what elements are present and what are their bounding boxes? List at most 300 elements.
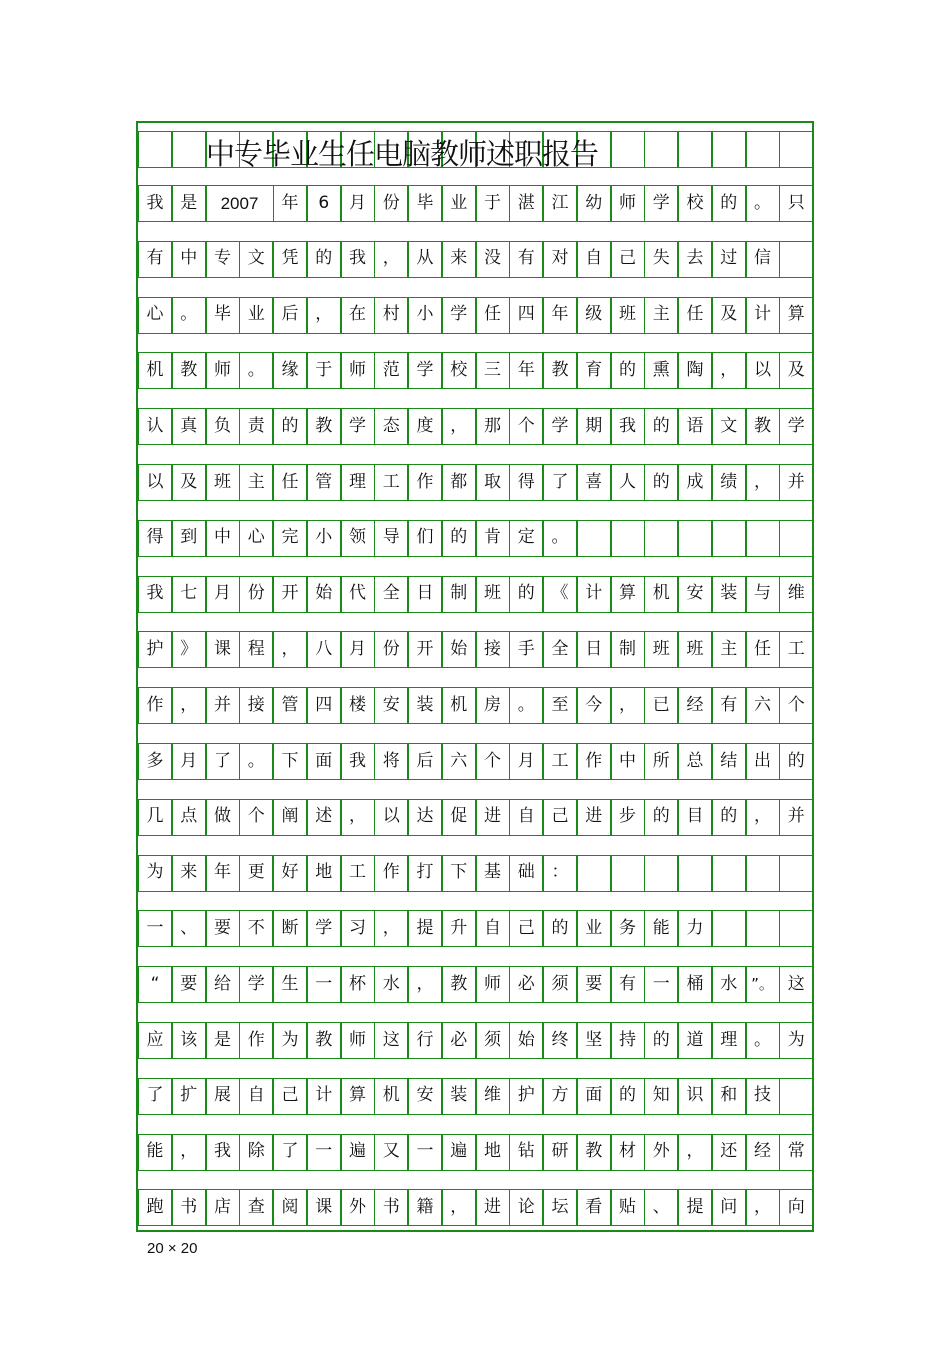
grid-cell: 及	[779, 352, 813, 388]
grid-cell: 了	[206, 743, 240, 779]
grid-cell	[644, 520, 678, 556]
grid-cell: 店	[206, 1189, 240, 1225]
text-row	[138, 743, 812, 779]
grid-cell: 班	[644, 631, 678, 667]
grid-line	[138, 1058, 812, 1059]
grid-cell: 责	[239, 408, 273, 444]
grid-cell: 须	[543, 966, 577, 1002]
grid-cell: 以	[138, 464, 172, 500]
grid-cell: 进	[476, 799, 510, 835]
grid-cell: 已	[644, 687, 678, 723]
grid-cell: 机	[644, 576, 678, 612]
grid-cell: 提	[678, 1189, 712, 1225]
grid-cell: 成	[678, 464, 712, 500]
grid-cell: 对	[543, 241, 577, 277]
grid-cell: 那	[476, 408, 510, 444]
text-row	[138, 687, 812, 723]
grid-cell: 我	[138, 185, 172, 221]
grid-cell: 打	[408, 855, 442, 891]
grid-cell	[644, 131, 678, 167]
grid-cell	[712, 131, 746, 167]
grid-cell: 及	[712, 297, 746, 333]
grid-cell: ”。	[746, 966, 780, 1002]
grid-cell: 又	[374, 1134, 408, 1170]
grid-cell: 己	[273, 1078, 307, 1114]
grid-cell: 安	[678, 576, 712, 612]
grid-cell: 年	[206, 855, 240, 891]
grid-cell: 真	[172, 408, 206, 444]
grid-cell: 的	[509, 576, 543, 612]
grid-cell: 计	[577, 576, 611, 612]
grid-cell: 还	[712, 1134, 746, 1170]
grid-cell	[644, 855, 678, 891]
grid-cell: 护	[509, 1078, 543, 1114]
grid-cell: 管	[307, 464, 341, 500]
grid-cell: 向	[779, 1189, 813, 1225]
grid-cell: 将	[374, 743, 408, 779]
grid-cell: 月	[341, 631, 375, 667]
grid-cell: 了	[543, 464, 577, 500]
grid-cell: 的	[611, 352, 645, 388]
grid-cell: 。	[239, 743, 273, 779]
grid-cell	[678, 855, 712, 891]
grid-cell: 任	[476, 297, 510, 333]
grid-cell: 的	[273, 408, 307, 444]
grid-cell: 范	[374, 352, 408, 388]
grid-cell: 个	[779, 687, 813, 723]
text-row	[138, 297, 812, 333]
grid-cell: 于	[307, 352, 341, 388]
grid-cell: 学	[307, 910, 341, 946]
text-row	[138, 855, 812, 891]
grid-line	[138, 167, 812, 168]
grid-cell: 学	[239, 966, 273, 1002]
grid-cell	[678, 131, 712, 167]
grid-cell: 年	[543, 297, 577, 333]
grid-cell: 总	[678, 743, 712, 779]
grid-cell: ，	[408, 966, 442, 1002]
grid-cell: 年	[509, 352, 543, 388]
grid-cell: 。	[239, 352, 273, 388]
grid-line	[138, 779, 812, 780]
grid-cell: 护	[138, 631, 172, 667]
grid-cell: 、	[644, 1189, 678, 1225]
grid-cell	[678, 520, 712, 556]
grid-cell: 看	[577, 1189, 611, 1225]
grid-cell: “	[138, 966, 172, 1002]
grid-cell: 有	[509, 241, 543, 277]
grid-cell	[712, 520, 746, 556]
grid-cell: 。	[746, 185, 780, 221]
grid-cell: 作	[577, 743, 611, 779]
grid-cell: 班	[678, 631, 712, 667]
grid-cell: 进	[577, 799, 611, 835]
grid-cell: 阐	[273, 799, 307, 835]
grid-cell: 础	[509, 855, 543, 891]
grid-line	[138, 500, 812, 501]
text-row	[138, 1134, 812, 1170]
grid-cell: 能	[138, 1134, 172, 1170]
grid-cell: 终	[543, 1022, 577, 1058]
text-row	[138, 966, 812, 1002]
grid-cell: 学	[341, 408, 375, 444]
grid-cell: 份	[374, 185, 408, 221]
grid-cell: 任	[273, 464, 307, 500]
grid-cell: 下	[442, 855, 476, 891]
text-row	[138, 799, 812, 835]
text-row	[138, 1189, 812, 1225]
text-row	[138, 1078, 812, 1114]
grid-cell: 房	[476, 687, 510, 723]
grid-cell: 。	[543, 520, 577, 556]
grid-cell: 》	[172, 631, 206, 667]
grid-cell: 教	[307, 1022, 341, 1058]
grid-cell: 有	[611, 966, 645, 1002]
grid-size-label: 20 × 20	[147, 1240, 198, 1257]
grid-cell: 课	[307, 1189, 341, 1225]
grid-cell: 主	[239, 464, 273, 500]
grid-cell	[611, 131, 645, 167]
grid-cell: 计	[307, 1078, 341, 1114]
grid-cell: 常	[779, 1134, 813, 1170]
grid-cell: 必	[442, 1022, 476, 1058]
grid-cell: 的	[644, 464, 678, 500]
grid-line	[138, 277, 812, 278]
grid-cell: 须	[476, 1022, 510, 1058]
grid-cell: 一	[307, 966, 341, 1002]
grid-line	[138, 444, 812, 445]
grid-cell: 自	[476, 910, 510, 946]
grid-cell: 业	[442, 185, 476, 221]
grid-cell: 来	[442, 241, 476, 277]
grid-cell: 力	[678, 910, 712, 946]
grid-cell: ，	[442, 408, 476, 444]
grid-cell: 只	[779, 185, 813, 221]
grid-cell: 学	[779, 408, 813, 444]
grid-cell: 班	[206, 464, 240, 500]
grid-cell: 学	[644, 185, 678, 221]
grid-cell: 学	[408, 352, 442, 388]
grid-cell: 绩	[712, 464, 746, 500]
grid-cell: 进	[476, 1189, 510, 1225]
grid-cell: 教	[543, 352, 577, 388]
grid-cell: 月	[341, 185, 375, 221]
grid-cell: 经	[746, 1134, 780, 1170]
grid-cell: 始	[442, 631, 476, 667]
grid-cell	[779, 131, 813, 167]
grid-cell: 面	[577, 1078, 611, 1114]
grid-cell: 论	[509, 1189, 543, 1225]
grid-cell: 自	[577, 241, 611, 277]
grid-cell: 楼	[341, 687, 375, 723]
grid-cell: 小	[307, 520, 341, 556]
text-row	[138, 576, 812, 612]
grid-cell: 机	[138, 352, 172, 388]
grid-cell: 要	[206, 910, 240, 946]
grid-cell: 杯	[341, 966, 375, 1002]
grid-cell	[779, 1078, 813, 1114]
grid-cell: ，	[341, 799, 375, 835]
grid-cell: 的	[712, 799, 746, 835]
grid-cell: 装	[442, 1078, 476, 1114]
grid-cell: 七	[172, 576, 206, 612]
grid-line	[138, 835, 812, 836]
grid-cell: 自	[239, 1078, 273, 1114]
grid-cell: 份	[239, 576, 273, 612]
grid-cell: 全	[374, 576, 408, 612]
grid-cell: 个	[476, 743, 510, 779]
grid-cell: 作	[239, 1022, 273, 1058]
grid-cell: 装	[712, 576, 746, 612]
grid-cell: 己	[543, 799, 577, 835]
text-row	[138, 910, 812, 946]
grid-cell: 始	[509, 1022, 543, 1058]
grid-cell: 日	[408, 576, 442, 612]
grid-cell: 我	[611, 408, 645, 444]
grid-cell: 经	[678, 687, 712, 723]
grid-cell: 态	[374, 408, 408, 444]
grid-cell: 材	[611, 1134, 645, 1170]
grid-cell: 四	[307, 687, 341, 723]
grid-cell: 计	[746, 297, 780, 333]
grid-cell: 的	[779, 743, 813, 779]
grid-cell: 扩	[172, 1078, 206, 1114]
grid-cell: 开	[273, 576, 307, 612]
grid-cell: 师	[611, 185, 645, 221]
grid-cell: 任	[678, 297, 712, 333]
grid-cell	[611, 520, 645, 556]
grid-cell: 做	[206, 799, 240, 835]
grid-cell: 安	[374, 687, 408, 723]
grid-cell: 作	[408, 464, 442, 500]
grid-cell: 三	[476, 352, 510, 388]
grid-cell: 更	[239, 855, 273, 891]
grid-cell: 地	[307, 855, 341, 891]
grid-cell: 结	[712, 743, 746, 779]
grid-cell: 中	[611, 743, 645, 779]
grid-cell: 没	[476, 241, 510, 277]
grid-cell: 师	[476, 966, 510, 1002]
grid-cell: 文	[712, 408, 746, 444]
grid-cell: 一	[408, 1134, 442, 1170]
grid-cell: ，	[273, 631, 307, 667]
grid-cell: 坛	[543, 1189, 577, 1225]
grid-cell: ，	[307, 297, 341, 333]
grid-line	[138, 556, 812, 557]
grid-cell: 心	[138, 297, 172, 333]
grid-cell	[746, 131, 780, 167]
grid-cell: 己	[509, 910, 543, 946]
grid-cell: 学	[442, 297, 476, 333]
grid-cell	[779, 855, 813, 891]
grid-cell: 一	[644, 966, 678, 1002]
text-row	[138, 631, 812, 667]
grid-cell: 工	[543, 743, 577, 779]
grid-line	[138, 723, 812, 724]
grid-cell: 期	[577, 408, 611, 444]
grid-cell: 程	[239, 631, 273, 667]
grid-cell: 六	[442, 743, 476, 779]
grid-cell: 钻	[509, 1134, 543, 1170]
grid-cell: 在	[341, 297, 375, 333]
grid-line	[138, 1225, 812, 1226]
grid-cell: 手	[509, 631, 543, 667]
grid-cell: 业	[239, 297, 273, 333]
grid-cell: 理	[341, 464, 375, 500]
grid-cell: ，	[746, 464, 780, 500]
grid-cell: 的	[307, 241, 341, 277]
grid-cell: 凭	[273, 241, 307, 277]
grid-cell: 算	[341, 1078, 375, 1114]
grid-cell: 得	[138, 520, 172, 556]
grid-cell: 业	[577, 910, 611, 946]
grid-cell: 专	[206, 241, 240, 277]
grid-cell: 一	[138, 910, 172, 946]
grid-cell: 的	[644, 408, 678, 444]
grid-cell: 坚	[577, 1022, 611, 1058]
grid-cell: 制	[611, 631, 645, 667]
grid-cell: 机	[374, 1078, 408, 1114]
grid-cell: 基	[476, 855, 510, 891]
grid-cell: 己	[611, 241, 645, 277]
grid-cell: 份	[374, 631, 408, 667]
grid-cell	[172, 131, 206, 167]
grid-cell: 江	[543, 185, 577, 221]
grid-cell: 维	[779, 576, 813, 612]
grid-cell: 喜	[577, 464, 611, 500]
grid-cell	[611, 855, 645, 891]
grid-cell: 我	[138, 576, 172, 612]
grid-cell: 教	[746, 408, 780, 444]
grid-cell: 文	[239, 241, 273, 277]
grid-cell: 跑	[138, 1189, 172, 1225]
grid-cell: 取	[476, 464, 510, 500]
grid-cell: 六	[746, 687, 780, 723]
grid-cell: 多	[138, 743, 172, 779]
grid-cell: 升	[442, 910, 476, 946]
grid-cell: 教	[172, 352, 206, 388]
grid-line	[138, 891, 812, 892]
grid-cell: 肯	[476, 520, 510, 556]
grid-cell: 以	[374, 799, 408, 835]
grid-cell: 毕	[408, 185, 442, 221]
text-row	[138, 1022, 812, 1058]
grid-cell: 为	[779, 1022, 813, 1058]
grid-cell: 班	[476, 576, 510, 612]
grid-cell: 及	[172, 464, 206, 500]
grid-cell	[746, 910, 780, 946]
grid-cell: 习	[341, 910, 375, 946]
grid-cell: 知	[644, 1078, 678, 1114]
grid-cell: 月	[172, 743, 206, 779]
grid-cell: 毕	[206, 297, 240, 333]
grid-cell: 达	[408, 799, 442, 835]
grid-cell: 来	[172, 855, 206, 891]
grid-cell: 点	[172, 799, 206, 835]
grid-cell: 该	[172, 1022, 206, 1058]
grid-cell: 查	[239, 1189, 273, 1225]
grid-cell: 好	[273, 855, 307, 891]
grid-cell: 籍	[408, 1189, 442, 1225]
grid-cell: 提	[408, 910, 442, 946]
grid-cell: 研	[543, 1134, 577, 1170]
grid-cell: 遍	[341, 1134, 375, 1170]
text-row	[138, 408, 812, 444]
grid-cell: ，	[611, 687, 645, 723]
grid-cell: 四	[509, 297, 543, 333]
grid-cell: 。	[172, 297, 206, 333]
grid-cell: 制	[442, 576, 476, 612]
grid-cell: 接	[239, 687, 273, 723]
grid-cell: 后	[408, 743, 442, 779]
grid-cell: ，	[374, 241, 408, 277]
grid-cell: 们	[408, 520, 442, 556]
grid-line	[138, 131, 812, 132]
grid-cell: 主	[644, 297, 678, 333]
grid-line	[138, 612, 812, 613]
grid-cell: 几	[138, 799, 172, 835]
grid-cell: 书	[374, 1189, 408, 1225]
grid-cell: 技	[746, 1078, 780, 1114]
grid-cell	[746, 855, 780, 891]
grid-line	[138, 946, 812, 947]
grid-line	[138, 1114, 812, 1115]
grid-cell: 促	[442, 799, 476, 835]
grid-cell: 水	[712, 966, 746, 1002]
grid-cell: 维	[476, 1078, 510, 1114]
grid-cell: 级	[577, 297, 611, 333]
grid-cell: 为	[273, 1022, 307, 1058]
grid-cell: ，	[442, 1189, 476, 1225]
grid-cell: 学	[543, 408, 577, 444]
grid-cell: 师	[341, 1022, 375, 1058]
grid-cell: 作	[374, 855, 408, 891]
grid-cell: 的	[442, 520, 476, 556]
text-row	[138, 520, 812, 556]
grid-cell: 个	[239, 799, 273, 835]
grid-cell: 并	[206, 687, 240, 723]
grid-cell: 了	[138, 1078, 172, 1114]
grid-cell: 要	[172, 966, 206, 1002]
grid-cell: 外	[644, 1134, 678, 1170]
grid-cell: 生	[273, 966, 307, 1002]
text-row	[138, 352, 812, 388]
grid-cell: 八	[307, 631, 341, 667]
grid-line	[138, 1002, 812, 1003]
grid-cell: 人	[611, 464, 645, 500]
grid-cell: 于	[476, 185, 510, 221]
grid-cell: 定	[509, 520, 543, 556]
grid-cell: 年	[273, 185, 307, 221]
grid-cell: 。	[746, 1022, 780, 1058]
grid-cell: 和	[712, 1078, 746, 1114]
grid-cell: 的	[543, 910, 577, 946]
grid-cell: 行	[408, 1022, 442, 1058]
grid-cell: 始	[307, 576, 341, 612]
grid-cell: 中	[206, 520, 240, 556]
grid-cell: 遍	[442, 1134, 476, 1170]
grid-cell	[712, 910, 746, 946]
grid-cell: 我	[206, 1134, 240, 1170]
grid-cell: 负	[206, 408, 240, 444]
grid-cell: 机	[442, 687, 476, 723]
grid-cell: 作	[138, 687, 172, 723]
grid-cell: 6	[307, 185, 341, 221]
grid-cell: 缘	[273, 352, 307, 388]
grid-cell: 失	[644, 241, 678, 277]
text-row	[138, 185, 812, 221]
grid-cell: 的	[611, 1078, 645, 1114]
